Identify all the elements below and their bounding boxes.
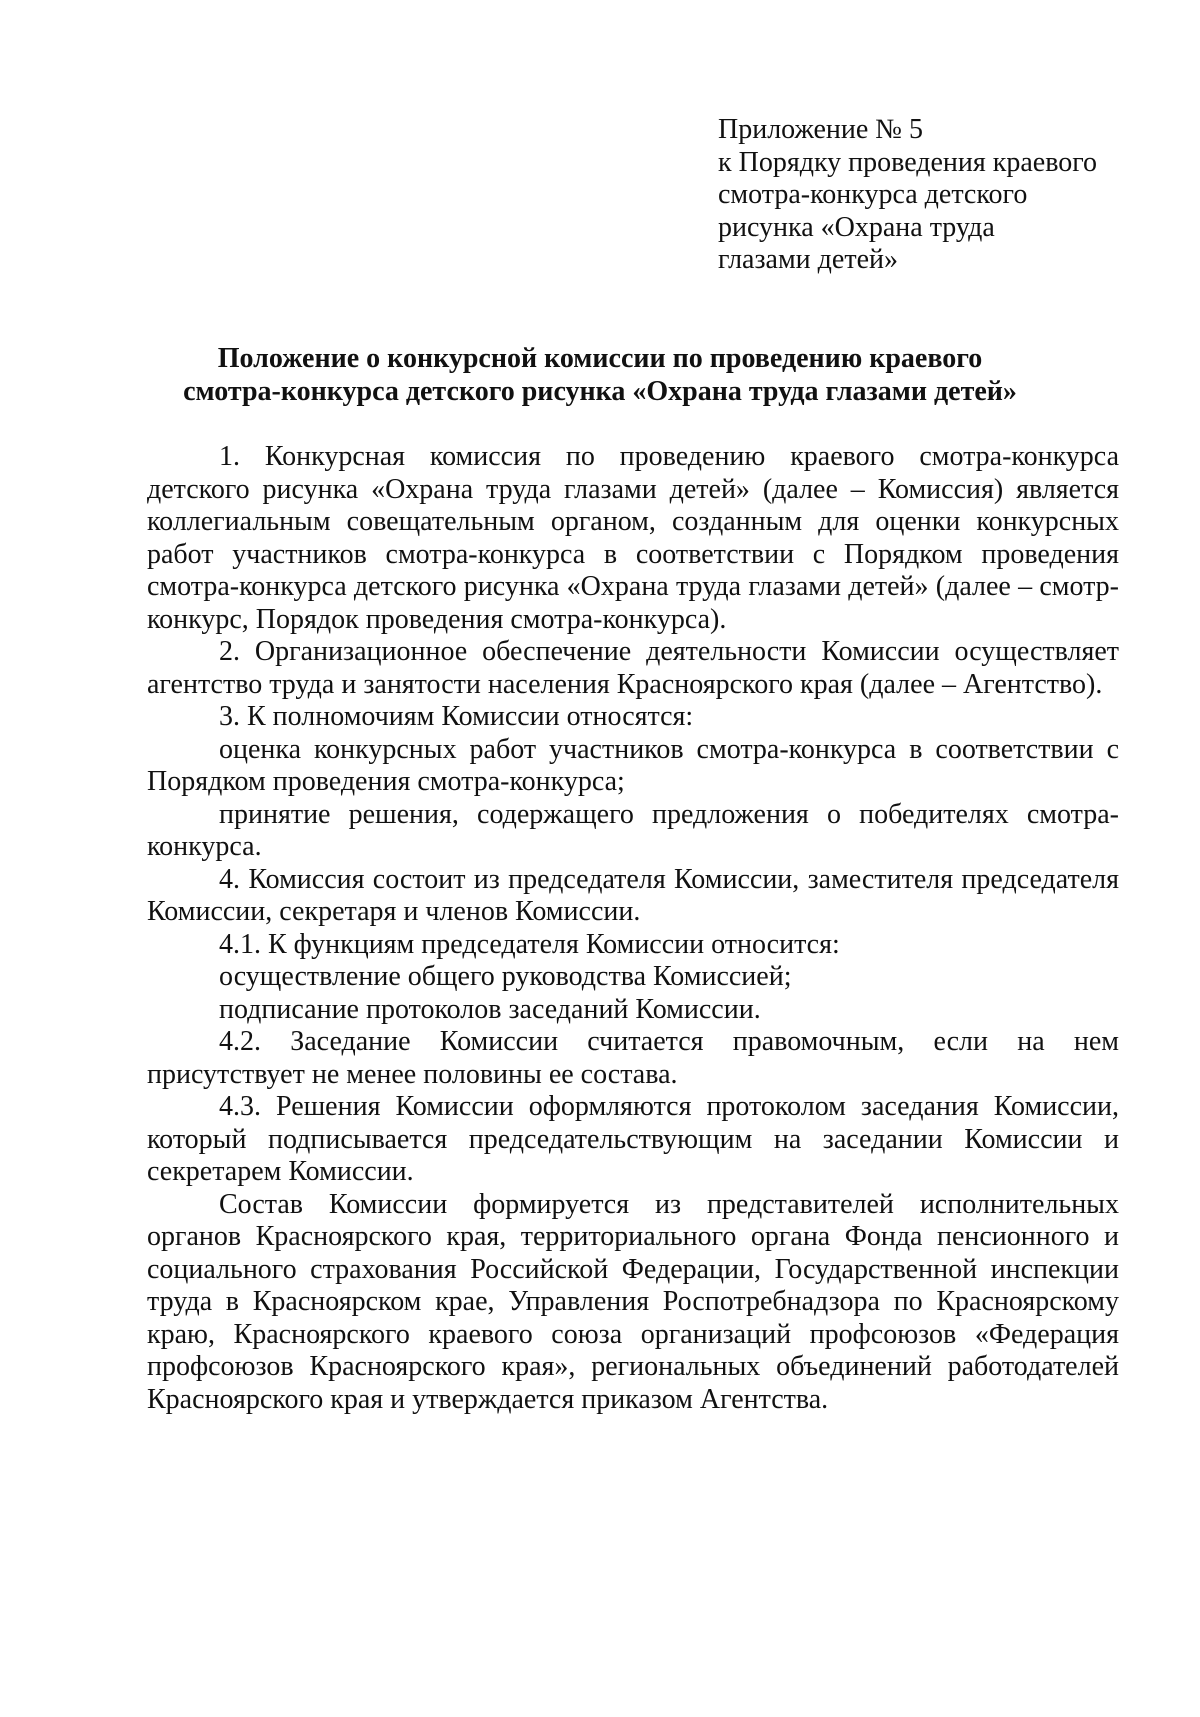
- paragraph-4-1: 4.1. К функциям председателя Комиссии относится:: [219, 928, 840, 960]
- paragraph-4-2: 4.2. Заседание Комиссии считается правомочным, если на нем присутствует не менее половины ее состава.: [147, 1026, 1119, 1090]
- document-body: [147, 441, 1119, 1416]
- paragraph-4-3: 4.3. Решения Комиссии оформляются протоколом заседания Комиссии, который подписывается председательствующим на заседании Комиссии и секретарем Комиссии.: [147, 1091, 1119, 1187]
- title-line: Положение о конкурсной комиссии по проведению краевого: [217, 343, 983, 374]
- paragraph-composition: Состав Комиссии формируется из представителей исполнительных органов Красноярского края, территориального органа Фонда пенсионного и социального страхования Российской Федерации, Государственной инспекции труда в Красноярском крае, Управления Роспотребнадзора по Красноярскому краю, Красноярского краевого союза организаций профсоюзов «Федерация профсоюзов Красноярского края», региональных объединений работодателей Красноярского края и утверждается приказом Агентства.: [147, 1188, 1119, 1415]
- paragraph-2: 2. Организационное обеспечение деятельности Комиссии осуществляет агентство труда и занятости населения Красноярского края (далее – Агентство).: [147, 636, 1119, 700]
- document-title: [100, 343, 1100, 408]
- appendix-line: рисунка «Охрана труда: [718, 211, 995, 243]
- paragraph-4-1-item-1: осуществление общего руководства Комиссией;: [219, 961, 792, 992]
- paragraph-3-item-1: оценка конкурсных работ участников смотра-конкурса в соответствии с Порядком проведения смотра-конкурса;: [147, 733, 1119, 797]
- appendix-line: смотра-конкурса детского: [718, 179, 1028, 210]
- title-line: смотра-конкурса детского рисунка «Охрана труда глазами детей»: [183, 375, 1017, 407]
- paragraph-4-1-item-2: подписание протоколов заседаний Комиссии.: [219, 993, 761, 1025]
- paragraph-1: 1. Конкурсная комиссия по проведению краевого смотра-конкурса детского рисунка «Охрана труда глазами детей» (далее – Комиссия) является коллегиальным совещательным органом, созданным для оценки конкурсных работ участников смотра-конкурса в соответствии с Порядком проведения смотра-конкурса детского рисунка «Охрана труда глазами детей» (далее – смотр-конкурс, Порядок проведения смотра-конкурса).: [147, 441, 1119, 635]
- paragraph-3-item-2: принятие решения, содержащего предложения о победителях смотра-конкурса.: [147, 798, 1119, 862]
- paragraph-4: 4. Комиссия состоит из председателя Комиссии, заместителя председателя Комиссии, секретаря и членов Комиссии.: [147, 863, 1119, 927]
- paragraph-3: 3. К полномочиям Комиссии относятся:: [219, 701, 694, 732]
- appendix-line: Приложение № 5: [718, 114, 923, 145]
- appendix-header: [718, 114, 1097, 277]
- appendix-line: к Порядку проведения краевого: [718, 146, 1098, 178]
- appendix-line: глазами детей»: [718, 244, 898, 275]
